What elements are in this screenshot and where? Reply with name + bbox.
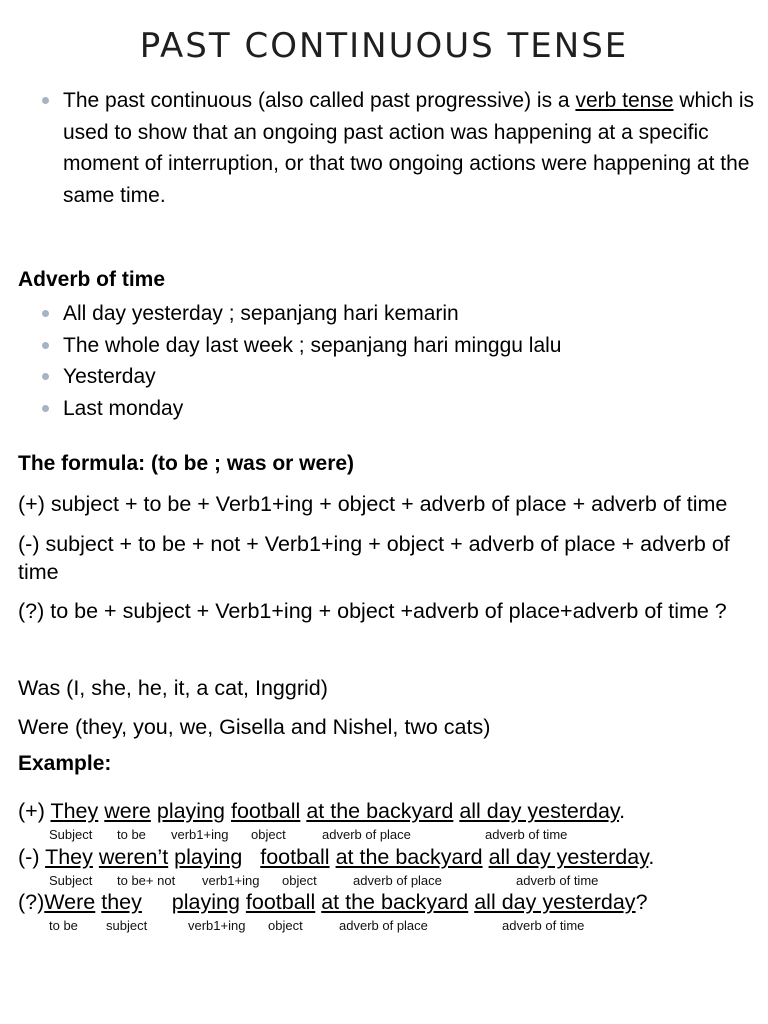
formula-question: (?) to be + subject + Verb1+ing + object +adverb of place+adverb of time ? xyxy=(18,599,727,623)
example-end: . xyxy=(619,799,626,823)
example-adverb-place: at the backyard xyxy=(321,890,469,914)
example-to-be: were xyxy=(104,799,151,823)
label-subject: Subject xyxy=(49,827,93,842)
example-to-be: weren’t xyxy=(98,845,169,869)
adverb-list xyxy=(40,298,740,424)
label-verb: verb1+ing xyxy=(171,827,229,842)
example-positive xyxy=(18,799,625,824)
example-question xyxy=(18,890,648,915)
adverb-item: All day yesterday ; sepanjang hari kemarin xyxy=(40,298,740,330)
example-verb: playing xyxy=(171,890,240,914)
definition-text-after: which is used to show that an ongoing past action was happening at a specific moment of interruption, or that two ongoing actions were happening at the same time. xyxy=(63,89,755,207)
label-object: object xyxy=(251,827,286,842)
label-adverb-place: adverb of place xyxy=(322,827,411,842)
label-adverb-time: adverb of time xyxy=(502,918,585,933)
label-adverb-time: adverb of time xyxy=(485,827,568,842)
example-negative xyxy=(18,845,654,870)
example-subject: They xyxy=(45,845,93,869)
example-adverb-place: at the backyard xyxy=(306,799,454,823)
label-verb: verb1+ing xyxy=(188,918,246,933)
was-line: Was (I, she, he, it, a cat, Inggrid) xyxy=(18,676,328,700)
verb-tense-link[interactable]: verb tense xyxy=(575,89,674,112)
definition-list xyxy=(40,85,760,211)
example-verb: playing xyxy=(174,845,243,869)
example-object: football xyxy=(230,799,301,823)
example-to-be: Were xyxy=(44,890,96,914)
example-end: . xyxy=(648,845,655,869)
adverb-heading: Adverb of time xyxy=(18,268,166,291)
label-to-be: to be+ not xyxy=(117,873,176,888)
label-adverb-time: adverb of time xyxy=(516,873,599,888)
label-object: object xyxy=(282,873,317,888)
label-adverb-place: adverb of place xyxy=(353,873,442,888)
example-adverb-place: at the backyard xyxy=(335,845,483,869)
adverb-item: Yesterday xyxy=(40,361,740,393)
example-object: football xyxy=(245,890,316,914)
example-adverb-time: all day yesterday xyxy=(459,799,620,823)
formula-positive: (+) subject + to be + Verb1+ing + object + adverb of place + adverb of time xyxy=(18,492,728,516)
label-subject: subject xyxy=(106,918,148,933)
formula-heading: The formula: (to be ; was or were) xyxy=(18,452,355,475)
example-subject: they xyxy=(101,890,142,914)
example-verb: playing xyxy=(156,799,225,823)
adverb-item: Last monday xyxy=(40,393,740,425)
label-object: object xyxy=(268,918,303,933)
example-prefix: (?) xyxy=(18,890,45,914)
example-adverb-time: all day yesterday xyxy=(474,890,636,914)
example-subject: They xyxy=(50,799,99,823)
label-to-be: to be xyxy=(49,918,78,933)
label-to-be: to be xyxy=(117,827,146,842)
example-prefix: (-) xyxy=(18,845,46,869)
formula-negative: (-) subject + to be + not + Verb1+ing + object + adverb of place + adverb of time xyxy=(18,532,730,584)
definition-text-before: The past continuous (also called past progressive) is a xyxy=(63,89,576,112)
example-end: ? xyxy=(635,890,648,914)
page-title: PAST CONTINUOUS TENSE xyxy=(139,26,629,66)
example-adverb-time: all day yesterday xyxy=(488,845,649,869)
were-line: Were (they, you, we, Gisella and Nishel, two cats) xyxy=(18,715,491,739)
definition-item xyxy=(40,85,760,211)
adverb-item: The whole day last week ; sepanjang hari minggu lalu xyxy=(40,330,740,362)
label-verb: verb1+ing xyxy=(202,873,260,888)
label-subject: Subject xyxy=(49,873,93,888)
label-adverb-place: adverb of place xyxy=(339,918,428,933)
example-object: football xyxy=(260,845,330,869)
example-heading: Example: xyxy=(18,752,112,775)
example-prefix: (+) xyxy=(18,799,51,823)
